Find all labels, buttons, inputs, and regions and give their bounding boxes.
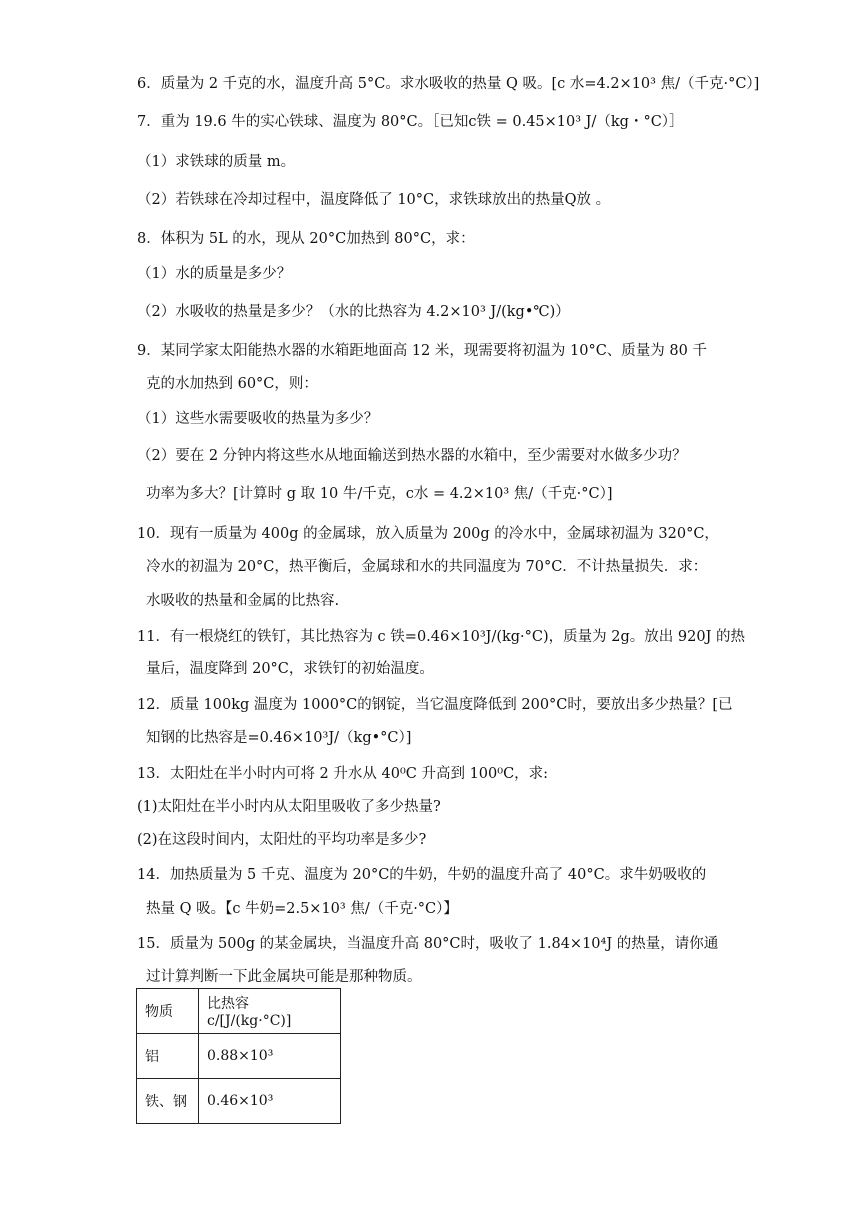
question-13: 13．太阳灶在半小时内可将 2 升水从 40⁰C 升高到 100⁰C，求: (137, 766, 549, 782)
question-7-part-1: （1）求铁球的质量 m。 (137, 154, 296, 170)
question-15-cont: 过计算判断一下此金属块可能是那种物质。 (146, 969, 422, 985)
question-12-cont: 知钢的比热容是=0.46×10³J/（kg•°C）] (146, 730, 412, 746)
table-cell: 铝 (137, 1034, 199, 1079)
table-row (137, 1034, 341, 1079)
question-9: 9．某同学家太阳能热水器的水箱距地面高 12 米，现需要将初温为 10°C、质量为 80 千 (137, 343, 707, 359)
question-10: 10．现有一质量为 400g 的金属球，放入质量为 200g 的冷水中，金属球初温为 320°C， (137, 526, 719, 542)
question-6: 6．质量为 2 千克的水，温度升高 5°C。求水吸收的热量 Q 吸。[c 水=4.2×10³ 焦/（千克·°C）] (137, 76, 760, 92)
table-cell: 0.88×10³ (199, 1034, 341, 1079)
question-7-part-2: （2）若铁球在冷却过程中，温度降低了 10°C，求铁球放出的热量Q放 。 (137, 192, 611, 208)
table-header-row (137, 989, 341, 1034)
question-10-cont-2: 水吸收的热量和金属的比热容. (146, 593, 340, 609)
question-8-part-2: （2）水吸收的热量是多少？（水的比热容为 4.2×10³ J/(kg•℃)） (137, 304, 570, 320)
question-14-cont: 热量 Q 吸。【c 牛奶=2.5×10³ 焦/（千克·°C）】 (146, 901, 458, 917)
question-10-cont-1: 冷水的初温为 20°C，热平衡后，金属球和水的共同温度为 70°C．不计热量损失．求： (146, 559, 708, 575)
question-12: 12．质量 100kg 温度为 1000°C的钢锭，当它温度降低到 200°C时，要放出多少热量？[已 (137, 697, 733, 713)
table-header-cell: 比热容 c/[J/(kg·°C)] (199, 989, 341, 1034)
question-9-part-2: （2）要在 2 分钟内将这些水从地面输送到热水器的水箱中，至少需要对水做多少功？ (137, 448, 687, 464)
specific-heat-table (136, 988, 341, 1124)
question-9-part-2-cont: 功率为多大？[计算时 g 取 10 牛/千克，c水 = 4.2×10³ 焦/（千克·°C）] (146, 486, 613, 502)
question-8-part-1: （1）水的质量是多少？ (137, 266, 292, 282)
question-13-part-1: (1)太阳灶在半小时内从太阳里吸收了多少热量? (137, 799, 441, 815)
question-9-part-1: （1）这些水需要吸收的热量为多少？ (137, 411, 379, 427)
question-13-part-2: (2)在这段时间内，太阳灶的平均功率是多少? (137, 832, 427, 848)
question-11: 11．有一根烧红的铁钉，其比热容为 c 铁=0.46×10³J/(kg·°C)，质量为 2g。放出 920J 的热 (137, 629, 745, 645)
question-8: 8．体积为 5L 的水，现从 20°C加热到 80°C，求： (137, 231, 475, 247)
table-header-cell: 物质 (137, 989, 199, 1034)
question-11-cont: 量后，温度降到 20°C，求铁钉的初始温度。 (146, 661, 434, 677)
table-cell: 0.46×10³ (199, 1079, 341, 1124)
table-row (137, 1079, 341, 1124)
question-14: 14．加热质量为 5 千克、温度为 20°C的牛奶，牛奶的温度升高了 40°C。求牛奶吸收的 (137, 867, 707, 883)
question-7: 7．重为 19.6 牛的实心铁球、温度为 80°C。［已知c铁 = 0.45×10³ J/（kg・°C）］ (137, 114, 684, 130)
question-9-cont: 克的水加热到 60°C，则： (146, 376, 318, 392)
question-15: 15．质量为 500g 的某金属块，当温度升高 80°C时，吸收了 1.84×10⁴J 的热量，请你通 (137, 936, 719, 952)
table-cell: 铁、钢 (137, 1079, 199, 1124)
